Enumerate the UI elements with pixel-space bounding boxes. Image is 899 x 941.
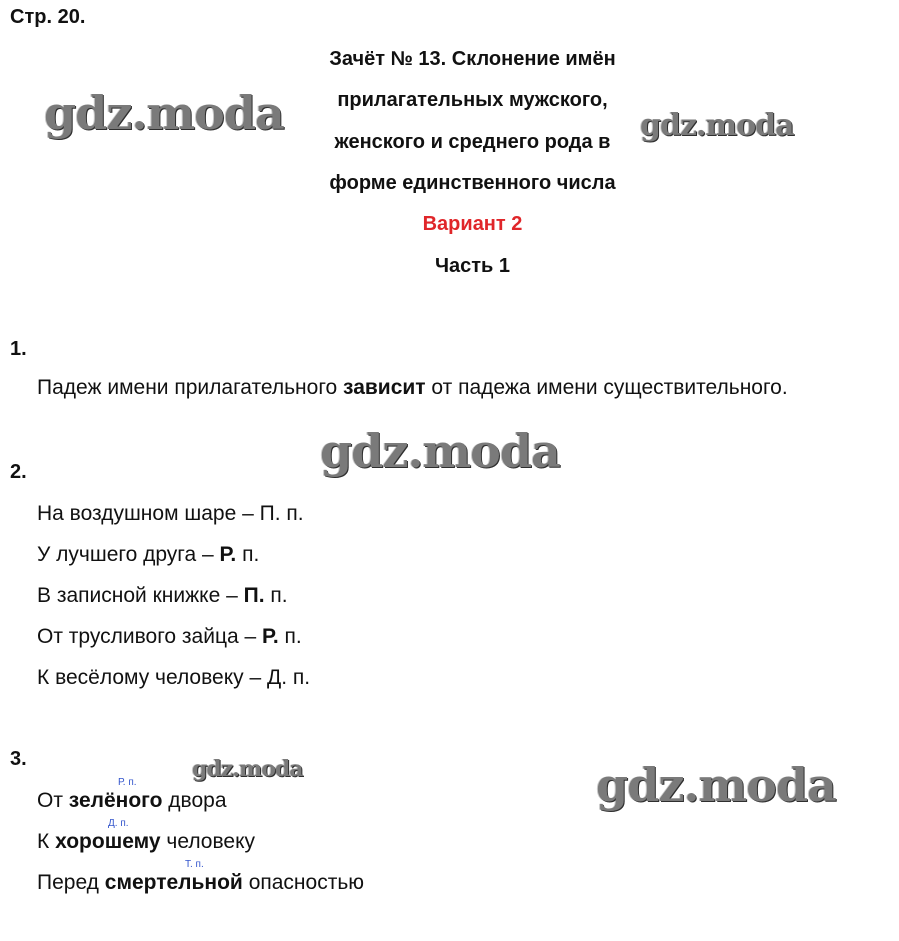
phrase: К весёлому человеку – [37,666,267,689]
task-3-number: 3. [10,748,27,770]
task-3-item [37,871,364,895]
phrase: На воздушном шаре – [37,502,260,525]
part-label: Часть 1 [434,255,511,277]
adjective: хорошему [55,830,161,853]
noun: человеку [160,830,256,853]
watermark-logo: gdz.moda [192,756,303,782]
case-rest: п. [236,543,260,566]
noun: опасностью [242,871,365,894]
case-bold: Р. [262,625,279,648]
task-1-text-after: от падежа имени существительного. [425,376,788,399]
case-rest: П. п. [259,502,304,525]
title-line-1: Зачёт № 13. Склонение имён [329,48,616,70]
case-bold: П. [243,584,265,607]
adjective: зелёного [68,789,163,812]
variant-label: Вариант 2 [422,213,523,235]
preposition: От [37,789,69,812]
title-line-3: женского и среднего рода в [334,131,611,153]
task-1-number: 1. [10,338,27,360]
task-1-text-before: Падеж имени прилагательного [37,376,344,399]
preposition: Перед [37,871,105,894]
case-bold: Р. [219,543,237,566]
case-rest: Д. п. [267,666,311,689]
page-label: Стр. 20. [10,6,86,28]
task-2-item [37,543,259,567]
phrase: У лучшего друга – [37,543,220,566]
noun: двора [162,789,227,812]
task-2-number: 2. [10,461,27,483]
case-annotation: Р. п. [118,777,137,788]
task-2-item [37,584,288,608]
task-1-answer [37,376,788,400]
watermark-logo: gdz.moda [320,424,560,478]
task-3-item [37,830,255,854]
watermark-logo: gdz.moda [640,108,794,143]
task-2-item [37,625,302,649]
phrase: В записной книжке – [37,584,244,607]
case-rest: п. [264,584,288,607]
title-line-2: прилагательных мужского, [337,89,608,111]
task-3-item [37,789,227,813]
phrase: От трусливого зайца – [37,625,263,648]
task-1-keyword: зависит [343,376,426,399]
preposition: К [37,830,56,853]
title-line-4: форме единственного числа [329,172,616,194]
watermark-logo: gdz.moda [596,758,836,812]
task-2-item [37,502,304,526]
watermark-logo: gdz.moda [44,86,284,140]
case-annotation: Д. п. [108,818,129,829]
adjective: смертельной [104,871,243,894]
case-rest: п. [278,625,302,648]
case-annotation: Т. п. [185,859,204,870]
task-2-item [37,666,310,690]
